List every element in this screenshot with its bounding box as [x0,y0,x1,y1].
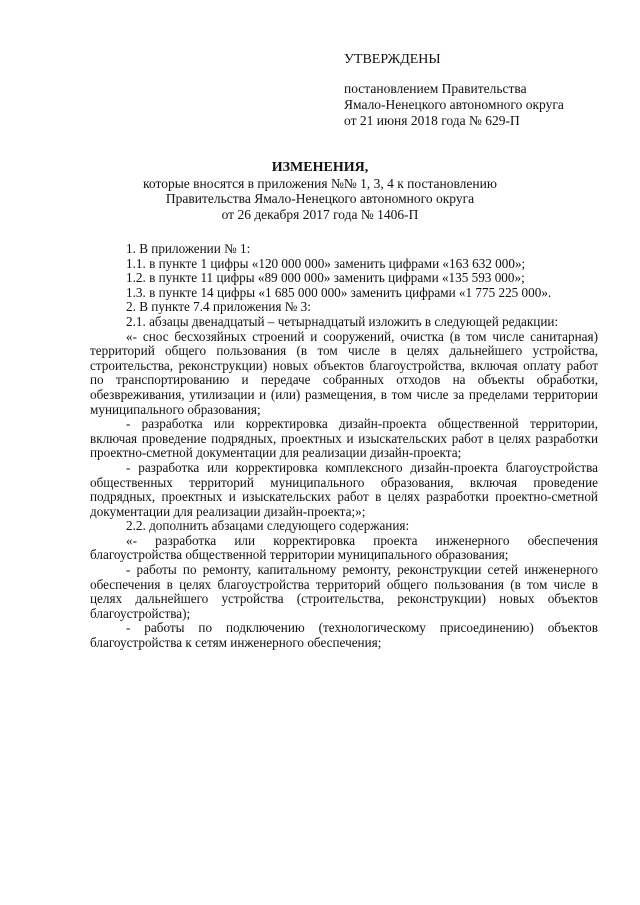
paragraph: - разработка или корректировка дизайн-проекта общественной территории, включая проведение подрядных, проектных и изыскательских работ в целях разработки проектно-сметной документации для реализации дизайн-проекта; [90,416,598,461]
paragraph: 2. В пункте 7.4 приложения № 3: [126,299,311,315]
paragraph: 1.1. в пункте 1 цифры «120 000 000» заменить цифрами «163 632 000»; [126,255,526,271]
document-body [90,242,598,651]
approval-line: Ямало-Ненецкого автономного округа [344,97,564,112]
paragraph: 1. В приложении № 1: [126,241,251,256]
paragraph: - работы по ремонту, капитальному ремонту, реконструкции сетей инженерного обеспечения в целях благоустройства территорий общего пользования (в том числе в целях дальнейшего устройства (строительства, реконструкции) новых объектов благоустройства); [90,562,598,621]
paragraph: - разработка или корректировка комплексного дизайн-проекта благоустройства общественных территорий муниципального образования, включая проведение подрядных, проектных и изыскательских работ в целях разработки проектно-сметной документации для реализации дизайн-проекта;»; [90,459,598,519]
paragraph: 1.3. в пункте 14 цифры «1 685 000 000» заменить цифрами «1 775 225 000». [126,284,552,300]
document-title: ИЗМЕНЕНИЯ, [271,160,369,175]
paragraph: 2.1. абзацы двенадцатый – четырнадцатый изложить в следующей редакции: [126,313,559,329]
approval-block [344,52,624,129]
approval-line: от 21 июня 2018 года № 629-П [344,113,520,128]
paragraph: 1.2. в пункте 11 цифры «89 000 000» заменить цифрами «135 593 000»; [126,270,525,286]
approval-heading: УТВЕРЖДЕНЫ [344,52,441,67]
paragraph: 2.2. дополнить абзацами следующего содержания: [126,518,410,534]
document-subtitle: Правительства Ямало-Ненецкого автономного округа [165,191,475,206]
paragraph: «- разработка или корректировка проекта инженерного обеспечения благоустройства общественной территории муниципального образования; [90,532,598,563]
paragraph: - работы по подключению (технологическому присоединению) объектов благоустройства к сетям инженерного обеспечения; [90,620,598,651]
approval-line: постановлением Правительства [344,81,527,96]
document-subtitle: которые вносятся в приложения №№ 1, 3, 4 к постановлению [143,175,497,191]
document-subtitle: от 26 декабря 2017 года № 1406-П [221,206,419,222]
document-title-block [90,160,550,222]
paragraph: «- снос бесхозяйных строений и сооружений, очистка (в том числе санитарная) территорий общего пользования (в том числе в целях дальнейшего устройства, строительства, реконструкции) новых объектов благоустройства, включая оплату работ по транспортированию и передаче собранных отходов на объекты обработки, обезвреживания, утилизации и (или) размещения, в том числе за пределами территории муниципального образования; [90,328,598,417]
